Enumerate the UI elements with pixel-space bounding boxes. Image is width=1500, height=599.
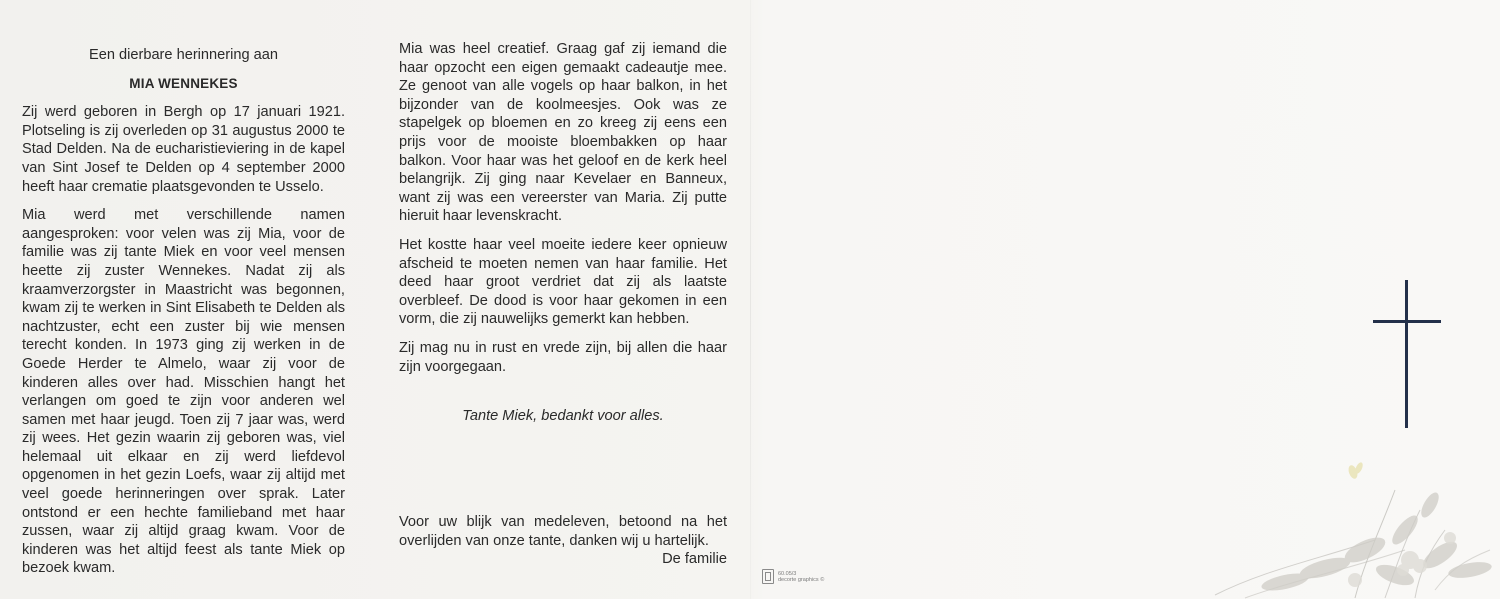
intro-text: Een dierbare herinnering aan [88, 47, 279, 63]
middle-column [399, 40, 727, 386]
closing-text: Voor uw blijk van medeleven, betoond na het overlijden van onze tante, danken wij u hartelijk. [399, 514, 727, 549]
printer-mark [762, 569, 824, 584]
printer-brand: decorte graphics © [778, 576, 825, 583]
biography-paragraph-4: Het kostte haar veel moeite iedere keer opnieuw afscheid te moeten nemen van haar familie. Het deed haar groot verdriet dat zij als laatste overbleef. De dood is voor haar gekomen in een vorm, die zij nauwelijks gemerkt kan hebben. [399, 236, 727, 328]
left-column [22, 46, 345, 588]
fold-line [750, 0, 751, 599]
printer-text [778, 571, 824, 583]
biography-paragraph-1: Zij werd geboren in Bergh op 17 januari 1921. Plotseling is zij overleden op 31 augustus 2000 te Stad Delden. Na de eucharistieviering in de kapel van Sint Josef te Delden op 4 september 2000 heeft haar crematie plaatsgevonden te Usselo. [22, 104, 345, 195]
signoff: De familie [662, 551, 727, 567]
printer-code: 60.05/3 [778, 570, 797, 577]
thanks-line: Tante Miek, bedankt voor alles. [462, 408, 664, 424]
deceased-name: MIA WENNEKES [129, 75, 238, 91]
flower-decoration-icon [1205, 420, 1500, 599]
cross-icon [1370, 280, 1445, 430]
biography-paragraph-3: Mia was heel creatief. Graag gaf zij iemand die haar opzocht een eigen gemaakt cadeautje mee. Ze genoot van alle vogels op haar balkon, in het bijzonder van de koolmeesjes. Ook was ze stapelgek op bloemen en zo kreeg zij eens een prijs voor de mooiste bloembakken op haar balkon. Voor haar was het geloof en de kerk heel belangrijk. Zij ging naar Kevelaer en Banneux, want zij was een vereerster van Maria. Zij putte hieruit haar levenskracht. [399, 41, 727, 225]
biography-paragraph-2: Mia werd met verschillende namen aangesproken: voor velen was zij Mia, voor de familie was zij tante Miek en voor veel mensen heette zij zuster Wennekes. Nadat zij als kraamverzorgster in Maastricht was begonnen, kwam zij te werken in Sint Elisabeth te Delden als nachtzuster, echt een zuster bij wie mensen terecht konden. In 1973 ging zij werken in de Goede Herder te Almelo, waar zij voor de kinderen alles over had. Misschien hangt het verlangen om goed te zijn voor anderen wel samen met haar jeugd. Toen zij 7 jaar was, werd zij wees. Het gezin waarin zij geboren was, viel helemaal uit elkaar en zij werd liefdevol opgenomen in het gezin Loefs, waar zij altijd met veel goede herinneringen over sprak. Later ontstond er een hechte familieband met haar zussen, waar zij altijd graag kwam. Voor de kinderen was het altijd feest als tante Miek op bezoek kwam. [22, 207, 345, 577]
biography-paragraph-5: Zij mag nu in rust en vrede zijn, bij allen die haar zijn voorgegaan. [399, 339, 727, 375]
printer-logo-icon [762, 569, 774, 584]
